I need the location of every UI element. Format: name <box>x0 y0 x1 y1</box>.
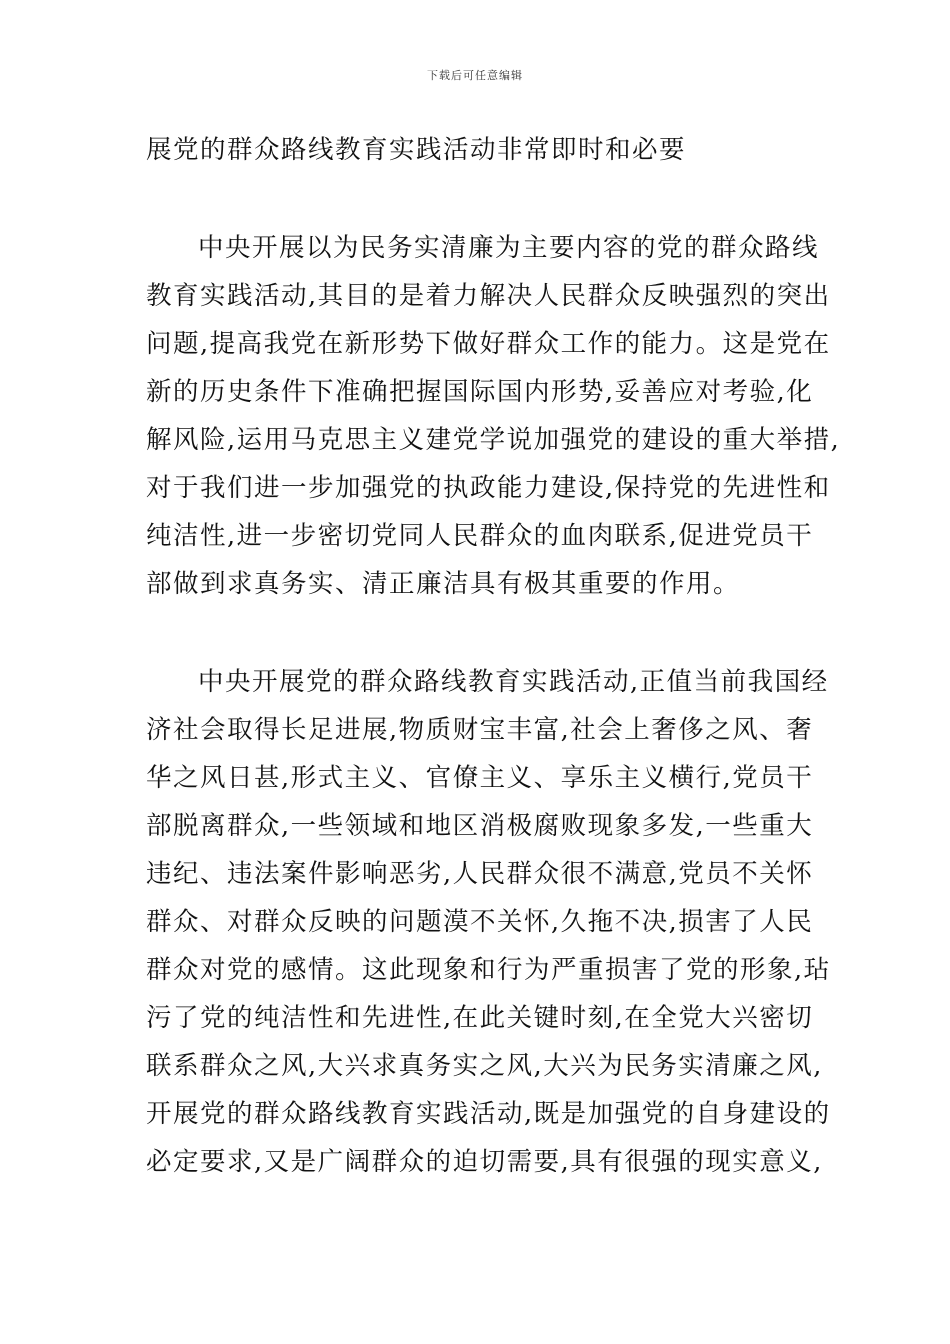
paragraph-line: 开展党的群众路线教育实践活动,既是加强党的自身建设的 <box>146 1099 831 1129</box>
paragraph-1 <box>146 224 841 608</box>
paragraph-2 <box>146 658 831 1186</box>
paragraph-line: 必定要求,又是广阔群众的迫切需要,具有很强的现实意义, <box>146 1147 823 1177</box>
paragraph-line: 问题,提高我党在新形势下做好群众工作的能力。这是党在 <box>146 329 831 359</box>
paragraph-line: 纯洁性,进一步密切党同人民群众的血肉联系,促进党员干 <box>146 521 814 551</box>
lead-line: 展党的群众路线教育实践活动非常即时和必要 <box>146 135 687 165</box>
paragraph-line: 新的历史条件下准确把握国际国内形势,妥善应对考验,化 <box>146 377 814 407</box>
paragraph-line: 解风险,运用马克思主义建党学说加强党的建设的重大举措, <box>146 425 841 455</box>
paragraph-line: 中央开展以为民务实清廉为主要内容的党的群众路线 <box>198 233 820 263</box>
paragraph-line: 对于我们进一步加强党的执政能力建设,保持党的先进性和 <box>146 473 831 503</box>
paragraph-line: 华之风日甚,形式主义、官僚主义、享乐主义横行,党员干 <box>146 763 814 793</box>
paragraph-line: 违纪、违法案件影响恶劣,人民群众很不满意,党员不关怀 <box>146 859 814 889</box>
paragraph-line: 教育实践活动,其目的是着力解决人民群众反映强烈的突出 <box>146 281 831 311</box>
paragraph-line: 部脱离群众,一些领域和地区消极腐败现象多发,一些重大 <box>146 811 814 841</box>
paragraph-line: 联系群众之风,大兴求真务实之风,大兴为民务实清廉之风, <box>146 1051 823 1081</box>
paragraph-line: 污了党的纯洁性和先进性,在此关键时刻,在全党大兴密切 <box>146 1003 814 1033</box>
paragraph-line: 群众对党的感情。这此现象和行为严重损害了党的形象,玷 <box>146 955 831 985</box>
paragraph-line: 部做到求真务实、清正廉洁具有极其重要的作用。 <box>146 569 741 599</box>
paragraph-gap <box>146 608 810 658</box>
paragraph-gap <box>146 174 810 224</box>
paragraph-line: 群众、对群众反映的问题漠不关怀,久拖不决,损害了人民 <box>146 907 814 937</box>
header-note: 下载后可任意编辑 <box>427 69 523 82</box>
paragraph-line: 中央开展党的群众路线教育实践活动,正值当前我国经 <box>198 667 829 697</box>
paragraph-line: 济社会取得长足进展,物质财宝丰富,社会上奢侈之风、奢 <box>146 715 814 745</box>
document-body <box>146 126 841 1186</box>
